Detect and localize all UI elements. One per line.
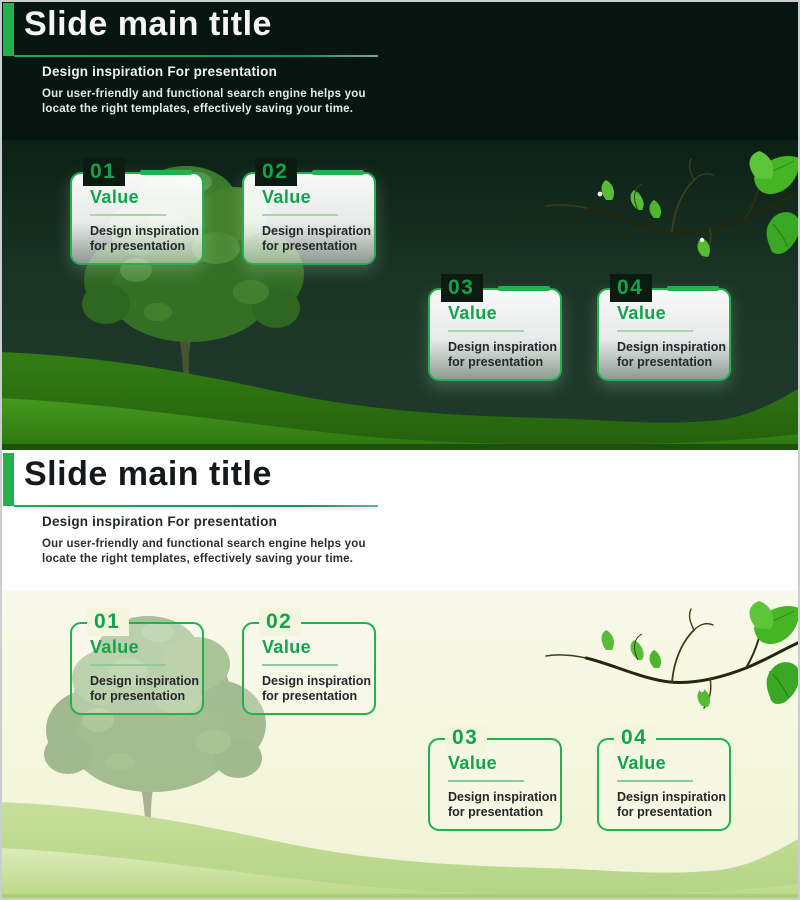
card-number: 02 — [259, 608, 301, 636]
card-description-line: Design inspiration — [617, 340, 727, 354]
card-description-line: for presentation — [90, 689, 186, 703]
value-card-1[interactable] — [70, 610, 204, 715]
card-number: 03 — [441, 274, 483, 302]
card-top-bar — [140, 170, 192, 175]
card-divider — [90, 664, 166, 666]
vine-branch-illustration — [542, 148, 800, 270]
card-number: 03 — [445, 724, 487, 752]
nature-scene — [0, 590, 800, 900]
card-divider — [617, 780, 693, 782]
slide-header — [0, 450, 800, 590]
card-description — [448, 340, 560, 370]
value-card-4[interactable] — [597, 726, 731, 831]
card-heading: Value — [448, 753, 498, 773]
card-description — [90, 224, 202, 254]
card-description-line: Design inspiration — [448, 790, 558, 804]
card-description — [262, 674, 374, 704]
card-heading: Value — [617, 753, 667, 773]
description-line: Our user-friendly and functional search engine helps you — [42, 88, 366, 100]
card-description-line: for presentation — [90, 239, 186, 253]
card-heading: Value — [90, 187, 140, 207]
card-description-line: for presentation — [262, 239, 358, 253]
card-top-bar — [667, 286, 719, 291]
value-card-2[interactable] — [242, 160, 376, 265]
value-card-2[interactable] — [242, 610, 376, 715]
card-top-bar — [312, 170, 364, 175]
description-line: locate the right templates, effectively saving your time. — [42, 103, 354, 115]
value-card-3[interactable] — [428, 726, 562, 831]
card-top-bar — [308, 622, 362, 624]
nature-scene — [0, 140, 800, 450]
slide-subtitle: Design inspiration For presentation — [42, 64, 278, 79]
card-top-bar — [136, 622, 190, 624]
title-accent-bar — [3, 453, 14, 506]
card-heading: Value — [90, 637, 140, 657]
slide-subtitle: Design inspiration For presentation — [42, 514, 278, 529]
slide-header — [0, 0, 800, 140]
card-divider — [617, 330, 693, 332]
slide-title: Slide main title — [24, 455, 272, 493]
card-top-bar — [498, 286, 550, 291]
card-description-line: for presentation — [617, 805, 713, 819]
slide-title: Slide main title — [24, 5, 272, 43]
card-number: 04 — [610, 274, 652, 302]
card-description-line: for presentation — [448, 805, 544, 819]
card-description-line: for presentation — [617, 355, 713, 369]
slide-description — [42, 87, 366, 117]
card-top-bar — [663, 738, 717, 740]
value-card-3[interactable] — [428, 276, 562, 381]
card-heading: Value — [262, 187, 312, 207]
card-number: 02 — [255, 158, 297, 186]
card-description-line: Design inspiration — [262, 224, 372, 238]
card-divider — [448, 330, 524, 332]
card-number: 01 — [87, 608, 129, 636]
title-underline — [14, 55, 378, 57]
title-accent-bar — [3, 3, 14, 56]
card-divider — [448, 780, 524, 782]
title-underline — [14, 505, 378, 507]
card-description-line: Design inspiration — [262, 674, 372, 688]
vine-branch-illustration — [542, 598, 800, 720]
card-description-line: Design inspiration — [448, 340, 558, 354]
card-heading: Value — [448, 303, 498, 323]
card-top-bar — [494, 738, 548, 740]
description-line: Our user-friendly and functional search engine helps you — [42, 538, 366, 550]
value-card-4[interactable] — [597, 276, 731, 381]
card-description-line: for presentation — [448, 355, 544, 369]
card-description — [262, 224, 374, 254]
card-description-line: Design inspiration — [617, 790, 727, 804]
card-description — [617, 340, 729, 370]
card-description-line: Design inspiration — [90, 674, 200, 688]
card-divider — [262, 214, 338, 216]
card-description-line: Design inspiration — [90, 224, 200, 238]
card-number: 01 — [83, 158, 125, 186]
card-heading: Value — [617, 303, 667, 323]
slide-description — [42, 537, 366, 567]
slide-preview-light[interactable] — [0, 450, 800, 900]
card-description — [617, 790, 729, 820]
card-divider — [90, 214, 166, 216]
description-line: locate the right templates, effectively saving your time. — [42, 553, 354, 565]
card-divider — [262, 664, 338, 666]
card-heading: Value — [262, 637, 312, 657]
card-description — [448, 790, 560, 820]
card-description-line: for presentation — [262, 689, 358, 703]
value-card-1[interactable] — [70, 160, 204, 265]
card-number: 04 — [614, 724, 656, 752]
card-description — [90, 674, 202, 704]
